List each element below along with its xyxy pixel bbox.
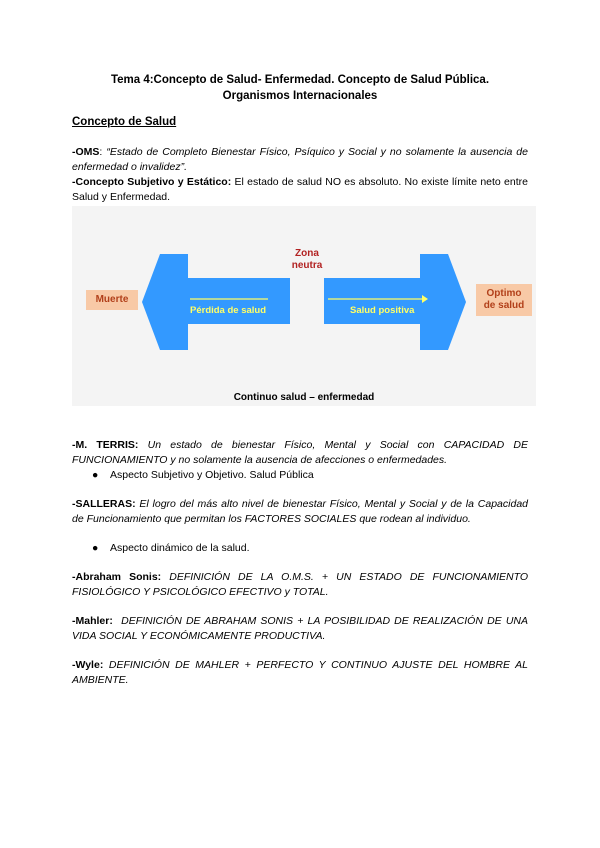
arrows-graphic	[72, 206, 536, 406]
mahler-definition	[72, 614, 531, 644]
subjective-text: El estado de salud NO es absoluto. No existe límite neto entre Salud y Enfermedad.	[72, 176, 528, 203]
mahler-text: DEFINICIÓN DE ABRAHAM SONIS + LA POSIBILIDAD DE REALIZACIÓN DE UNA VIDA SOCIAL Y ECONÓMICAMENTE PRODUCTIVA.	[72, 615, 531, 642]
salleras-bullet-text: Aspecto dinámico de la salud.	[110, 542, 250, 554]
title-line-1: Tema 4:Concepto de Salud- Enfermedad. Concepto de Salud Pública.	[110, 74, 490, 86]
subjective-label: -Concepto Subjetivo y Estático:	[72, 176, 232, 188]
sonis-definition	[72, 570, 528, 600]
sonis-text: DEFINICIÓN DE LA O.M.S. + UN ESTADO DE FUNCIONAMIENTO FISIOLÓGICO Y PSICOLÓGICO EFECTIVO y TOTAL.	[72, 571, 528, 598]
bullet-icon: ●	[92, 469, 99, 481]
oms-label: -OMS	[72, 146, 100, 158]
optimo-line-2: de salud	[483, 300, 525, 311]
terris-text: Un estado de bienestar Físico, Mental y Social con CAPACIDAD DE FUNCIONAMIENTO y no solamente la ausencia de afecciones o enfermedades.	[72, 439, 528, 466]
document-title	[60, 72, 540, 104]
oms-separator: :	[99, 146, 107, 158]
terris-bullet-text: Aspecto Subjetivo y Objetivo. Salud Pública	[110, 469, 314, 481]
optimo-line-1: Optimo	[486, 288, 522, 299]
wyle-label: -Wyle:	[72, 659, 104, 671]
terris-label: -M. TERRIS:	[72, 439, 139, 451]
optimo-box	[476, 284, 532, 316]
neutral-zone-label	[272, 248, 342, 272]
right-arrow	[324, 254, 466, 350]
right-arrow-label: Salud positiva	[350, 305, 415, 316]
terris-definition	[72, 438, 528, 468]
oms-definition	[72, 145, 528, 175]
sonis-label: -Abraham Sonis:	[72, 571, 162, 583]
subjective-concept	[72, 175, 528, 205]
wyle-text: DEFINICIÓN DE MAHLER + PERFECTO Y CONTINUO AJUSTE DEL HOMBRE AL AMBIENTE.	[72, 659, 528, 686]
health-continuum-diagram	[72, 206, 536, 406]
title-line-2: Organismos Internacionales	[222, 90, 378, 102]
muerte-box: Muerte	[86, 290, 138, 310]
zona-line-2: neutra	[291, 260, 323, 271]
salleras-definition	[72, 497, 528, 527]
oms-text: “Estado de Completo Bienestar Físico, Psíquico y Social y no solamente la ausencia de enfermedad o invalidez”.	[72, 146, 528, 173]
left-arrow	[142, 254, 290, 350]
salleras-label: -SALLERAS:	[72, 498, 136, 510]
salleras-text: El logro del más alto nivel de bienestar Físico, Mental y Social y de la Capacidad de Funcionamiento que permitan los FACTORES SOCIALES que rodean al individuo.	[72, 498, 528, 525]
terris-bullet	[92, 468, 522, 483]
bullet-icon: ●	[92, 542, 99, 554]
zona-line-1: Zona	[295, 248, 319, 259]
wyle-definition	[72, 658, 528, 688]
salleras-bullet	[92, 541, 522, 556]
left-arrow-label: Pérdida de salud	[190, 305, 267, 316]
diagram-caption: Continuo salud – enfermedad	[233, 392, 375, 403]
mahler-label: -Mahler:	[72, 615, 113, 627]
section-heading: Concepto de Salud	[72, 116, 177, 128]
